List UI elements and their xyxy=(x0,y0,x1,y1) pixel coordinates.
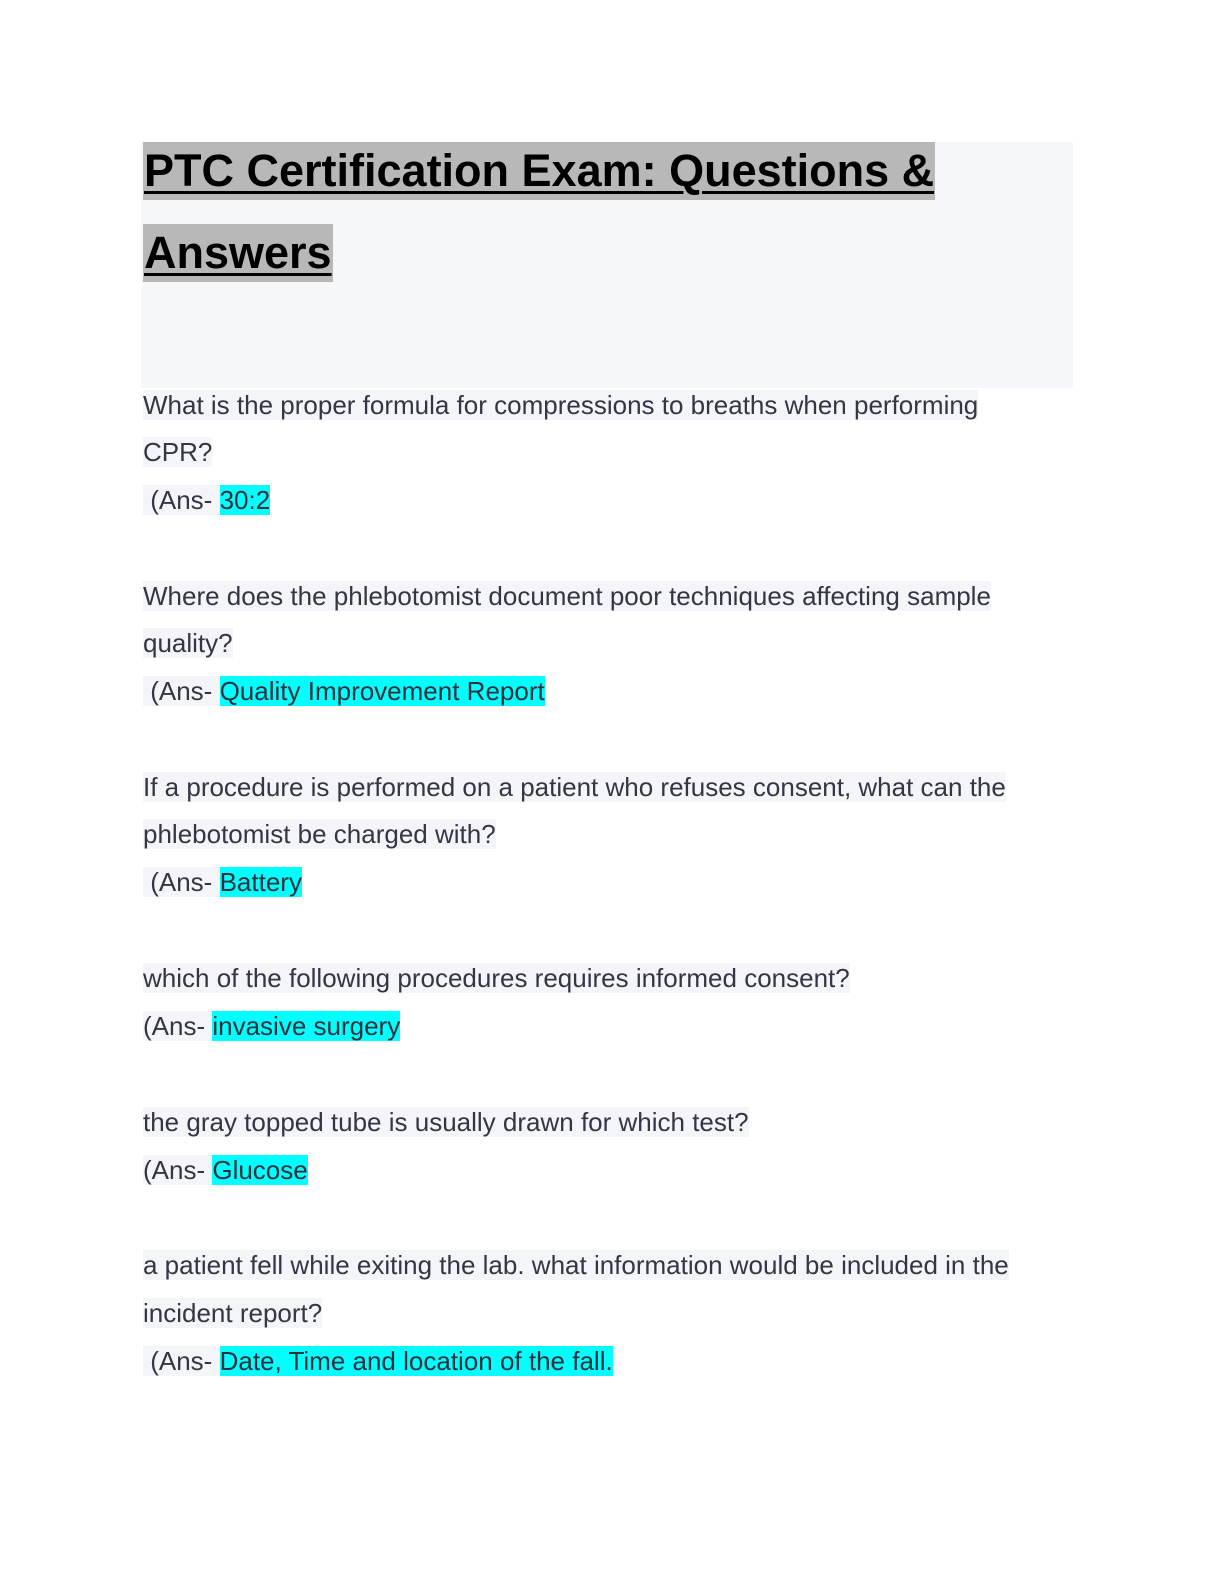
answer-3 xyxy=(143,866,302,898)
answer-5-value: Glucose xyxy=(212,1155,308,1185)
answer-2 xyxy=(143,675,545,707)
document-title-line-2: Answers xyxy=(143,224,333,282)
answer-6 xyxy=(143,1345,613,1377)
answer-1-prefix: (Ans- xyxy=(143,485,220,515)
question-6-line-1: a patient fell while exiting the lab. what information would be included in the xyxy=(143,1250,1009,1280)
question-6-line-2: incident report? xyxy=(143,1298,323,1328)
answer-4-value: invasive surgery xyxy=(212,1011,401,1041)
question-1-line-2: CPR? xyxy=(143,437,213,467)
answer-5 xyxy=(143,1154,308,1186)
question-5-line-1: the gray topped tube is usually drawn for which test? xyxy=(143,1107,749,1137)
answer-2-prefix: (Ans- xyxy=(143,676,220,706)
question-1-line-1: What is the proper formula for compressions to breaths when performing xyxy=(143,390,979,420)
answer-6-prefix: (Ans- xyxy=(143,1346,220,1376)
answer-2-value: Quality Improvement Report xyxy=(219,676,545,706)
answer-3-prefix: (Ans- xyxy=(143,867,220,897)
question-4-line-1: which of the following procedures requires informed consent? xyxy=(143,963,850,993)
answer-4 xyxy=(143,1010,400,1042)
document-title-line-1: PTC Certification Exam: Questions & xyxy=(143,142,935,200)
answer-1 xyxy=(143,484,270,516)
answer-3-value: Battery xyxy=(219,867,302,897)
question-2-line-2: quality? xyxy=(143,628,233,658)
answer-4-prefix: (Ans- xyxy=(143,1011,213,1041)
answer-6-value: Date, Time and location of the fall. xyxy=(219,1346,613,1376)
question-3-line-2: phlebotomist be charged with? xyxy=(143,819,496,849)
answer-1-value: 30:2 xyxy=(219,485,271,515)
answer-5-prefix: (Ans- xyxy=(143,1155,213,1185)
question-3-line-1: If a procedure is performed on a patient who refuses consent, what can the xyxy=(143,772,1006,802)
question-2-line-1: Where does the phlebotomist document poor techniques affecting sample xyxy=(143,581,991,611)
